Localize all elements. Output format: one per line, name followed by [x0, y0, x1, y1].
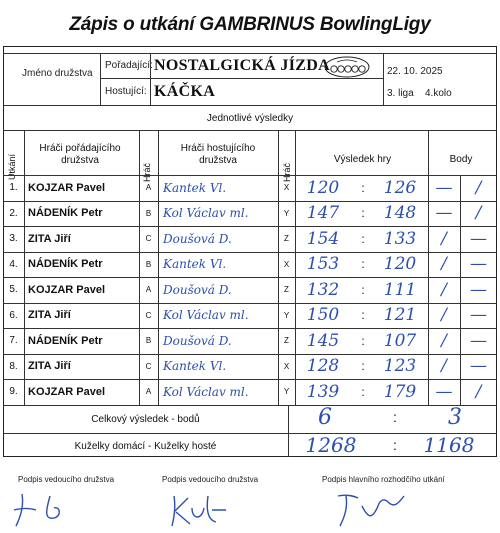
total-pins-label: Kuželky domácí - Kuželky hosté — [74, 440, 217, 452]
match-number: 4. — [9, 258, 18, 270]
away-player-letter: X — [283, 259, 290, 269]
away-player-name: Kol Václav ml. — [163, 308, 249, 323]
score-separator: : — [361, 282, 365, 297]
away-points-mark: / — [475, 203, 482, 224]
away-points-mark: — — [470, 356, 487, 377]
home-score: 153 — [306, 254, 340, 275]
referee-signature-mark — [328, 484, 418, 529]
home-player-letter: C — [145, 310, 152, 320]
away-points-mark: — — [470, 254, 487, 275]
away-signature-mark — [168, 490, 238, 530]
away-score: 133 — [383, 228, 417, 249]
match-number: 1. — [9, 182, 18, 194]
home-team-name: NOSTALGICKÁ JÍZDA — [154, 57, 330, 74]
away-score: 179 — [383, 381, 417, 402]
total-points-separator: : — [393, 409, 397, 425]
match-number: 2. — [9, 207, 18, 219]
home-player-letter: B — [145, 336, 152, 346]
away-player-name: Kol Václav ml. — [163, 206, 249, 221]
home-player-name: NÁDENÍK Petr — [28, 334, 103, 347]
away-points-mark: — — [470, 228, 487, 249]
home-score: 120 — [306, 177, 340, 198]
away-points-mark: / — [475, 381, 482, 402]
away-signature-label: Podpis vedoucího družstva — [162, 475, 259, 484]
home-signature-mark — [10, 486, 80, 531]
away-player-letter: Y — [283, 310, 290, 320]
away-points-mark: — — [470, 305, 487, 326]
home-player-name: KOJZAR Pavel — [28, 283, 106, 296]
score-separator: : — [361, 333, 365, 348]
away-points-mark: — — [470, 330, 487, 351]
home-player-letter: A — [145, 183, 152, 193]
home-score: 132 — [306, 279, 340, 300]
home-points-mark: / — [441, 356, 447, 377]
match-number: 3. — [9, 233, 18, 245]
col-result: Výsledek hry — [333, 154, 392, 165]
home-player-name: ZITA Jiří — [28, 309, 71, 322]
away-player-name: Kantek Vl. — [163, 180, 227, 195]
match-date: 22. 10. 2025 — [387, 66, 443, 77]
home-player-name: NÁDENÍK Petr — [28, 258, 103, 271]
score-separator: : — [361, 206, 365, 221]
home-points-mark: / — [441, 279, 447, 300]
bowling-logo-icon — [323, 55, 371, 79]
away-score: 148 — [383, 203, 417, 224]
away-total-pins: 1168 — [423, 433, 475, 457]
match-number: 7. — [9, 335, 18, 347]
league-name: 3. liga — [387, 88, 414, 99]
col-away-players: Hráči hostujícího družstva — [180, 143, 256, 166]
score-separator: : — [361, 308, 365, 323]
match-number: 5. — [9, 284, 18, 296]
away-player-name: Doušová D. — [163, 231, 232, 246]
home-score: 154 — [306, 228, 340, 249]
home-points-mark: / — [441, 330, 447, 351]
home-points-mark: / — [441, 228, 447, 249]
referee-signature-label: Podpis hlavního rozhodčího utkání — [322, 475, 445, 484]
home-player-letter: C — [145, 234, 152, 244]
away-player-letter: X — [283, 361, 290, 371]
home-player-letter: B — [145, 259, 152, 269]
away-score: 107 — [383, 330, 417, 351]
team-name-label: Jméno družstva — [22, 68, 93, 79]
sheet-title: Zápis o utkání GAMBRINUS BowlingLigy — [69, 14, 431, 35]
away-score: 126 — [383, 177, 417, 198]
home-points-mark: — — [435, 381, 453, 402]
home-points-mark: — — [435, 203, 453, 224]
section-title: Jednotlivé výsledky — [206, 113, 294, 124]
home-player-name: ZITA Jiří — [28, 232, 71, 245]
away-points-mark: / — [475, 177, 482, 198]
away-team-name: KÁČKA — [154, 83, 216, 100]
match-number: 6. — [9, 309, 18, 321]
home-total-points: 6 — [318, 404, 332, 430]
home-player-letter: A — [145, 285, 152, 295]
col-home-letter: Hráč — [142, 162, 152, 182]
match-number: 8. — [9, 360, 18, 372]
away-player-letter: Z — [284, 336, 289, 346]
home-score: 145 — [306, 330, 340, 351]
home-score: 128 — [306, 356, 340, 377]
away-player-letter: Y — [283, 208, 290, 218]
home-points-mark: / — [441, 254, 447, 275]
away-points-mark: — — [470, 279, 487, 300]
away-player-name: Doušová D. — [163, 282, 232, 297]
score-separator: : — [361, 384, 365, 399]
home-points-mark: — — [435, 177, 453, 198]
away-player-name: Kantek Vl. — [163, 257, 227, 272]
away-team-label: Hostující: — [105, 86, 147, 97]
away-score: 123 — [383, 356, 417, 377]
away-player-name: Kol Václav ml. — [163, 384, 249, 399]
col-away-letter: Hráč — [282, 162, 292, 182]
home-team-label: Pořadající: — [105, 60, 153, 71]
home-score: 139 — [306, 381, 340, 402]
away-player-letter: X — [283, 183, 290, 193]
home-player-letter: C — [145, 361, 152, 371]
home-player-letter: B — [145, 208, 152, 218]
home-score: 147 — [306, 203, 340, 224]
score-separator: : — [361, 257, 365, 272]
home-player-letter: A — [145, 387, 152, 397]
away-player-name: Doušová D. — [163, 333, 232, 348]
away-player-letter: Z — [284, 234, 289, 244]
match-number: 9. — [9, 386, 18, 398]
col-match-number: Utkání — [7, 153, 17, 180]
round-name: 4.kolo — [425, 88, 452, 99]
away-score: 111 — [383, 279, 417, 300]
away-score: 120 — [383, 254, 417, 275]
home-player-name: ZITA Jiří — [28, 360, 71, 373]
score-separator: : — [361, 359, 365, 374]
col-points: Body — [449, 154, 473, 165]
home-player-name: KOJZAR Pavel — [28, 181, 106, 194]
home-points-mark: / — [441, 305, 447, 326]
away-player-letter: Y — [283, 387, 290, 397]
home-player-name: NÁDENÍK Petr — [28, 207, 103, 220]
col-home-players: Hráči pořádajícího družstva — [39, 143, 121, 166]
home-player-name: KOJZAR Pavel — [28, 385, 106, 398]
home-signature-label: Podpis vedoucího družstva — [18, 475, 115, 484]
away-score: 121 — [383, 305, 417, 326]
away-total-points: 3 — [448, 404, 462, 430]
home-score: 150 — [306, 305, 340, 326]
away-player-letter: Z — [284, 285, 289, 295]
total-pins-separator: : — [393, 437, 397, 453]
total-points-label: Celkový výsledek - bodů — [91, 413, 200, 425]
score-separator: : — [361, 231, 365, 246]
home-total-pins: 1268 — [305, 433, 357, 457]
score-separator: : — [361, 180, 365, 195]
away-player-name: Kantek Vl. — [163, 359, 227, 374]
